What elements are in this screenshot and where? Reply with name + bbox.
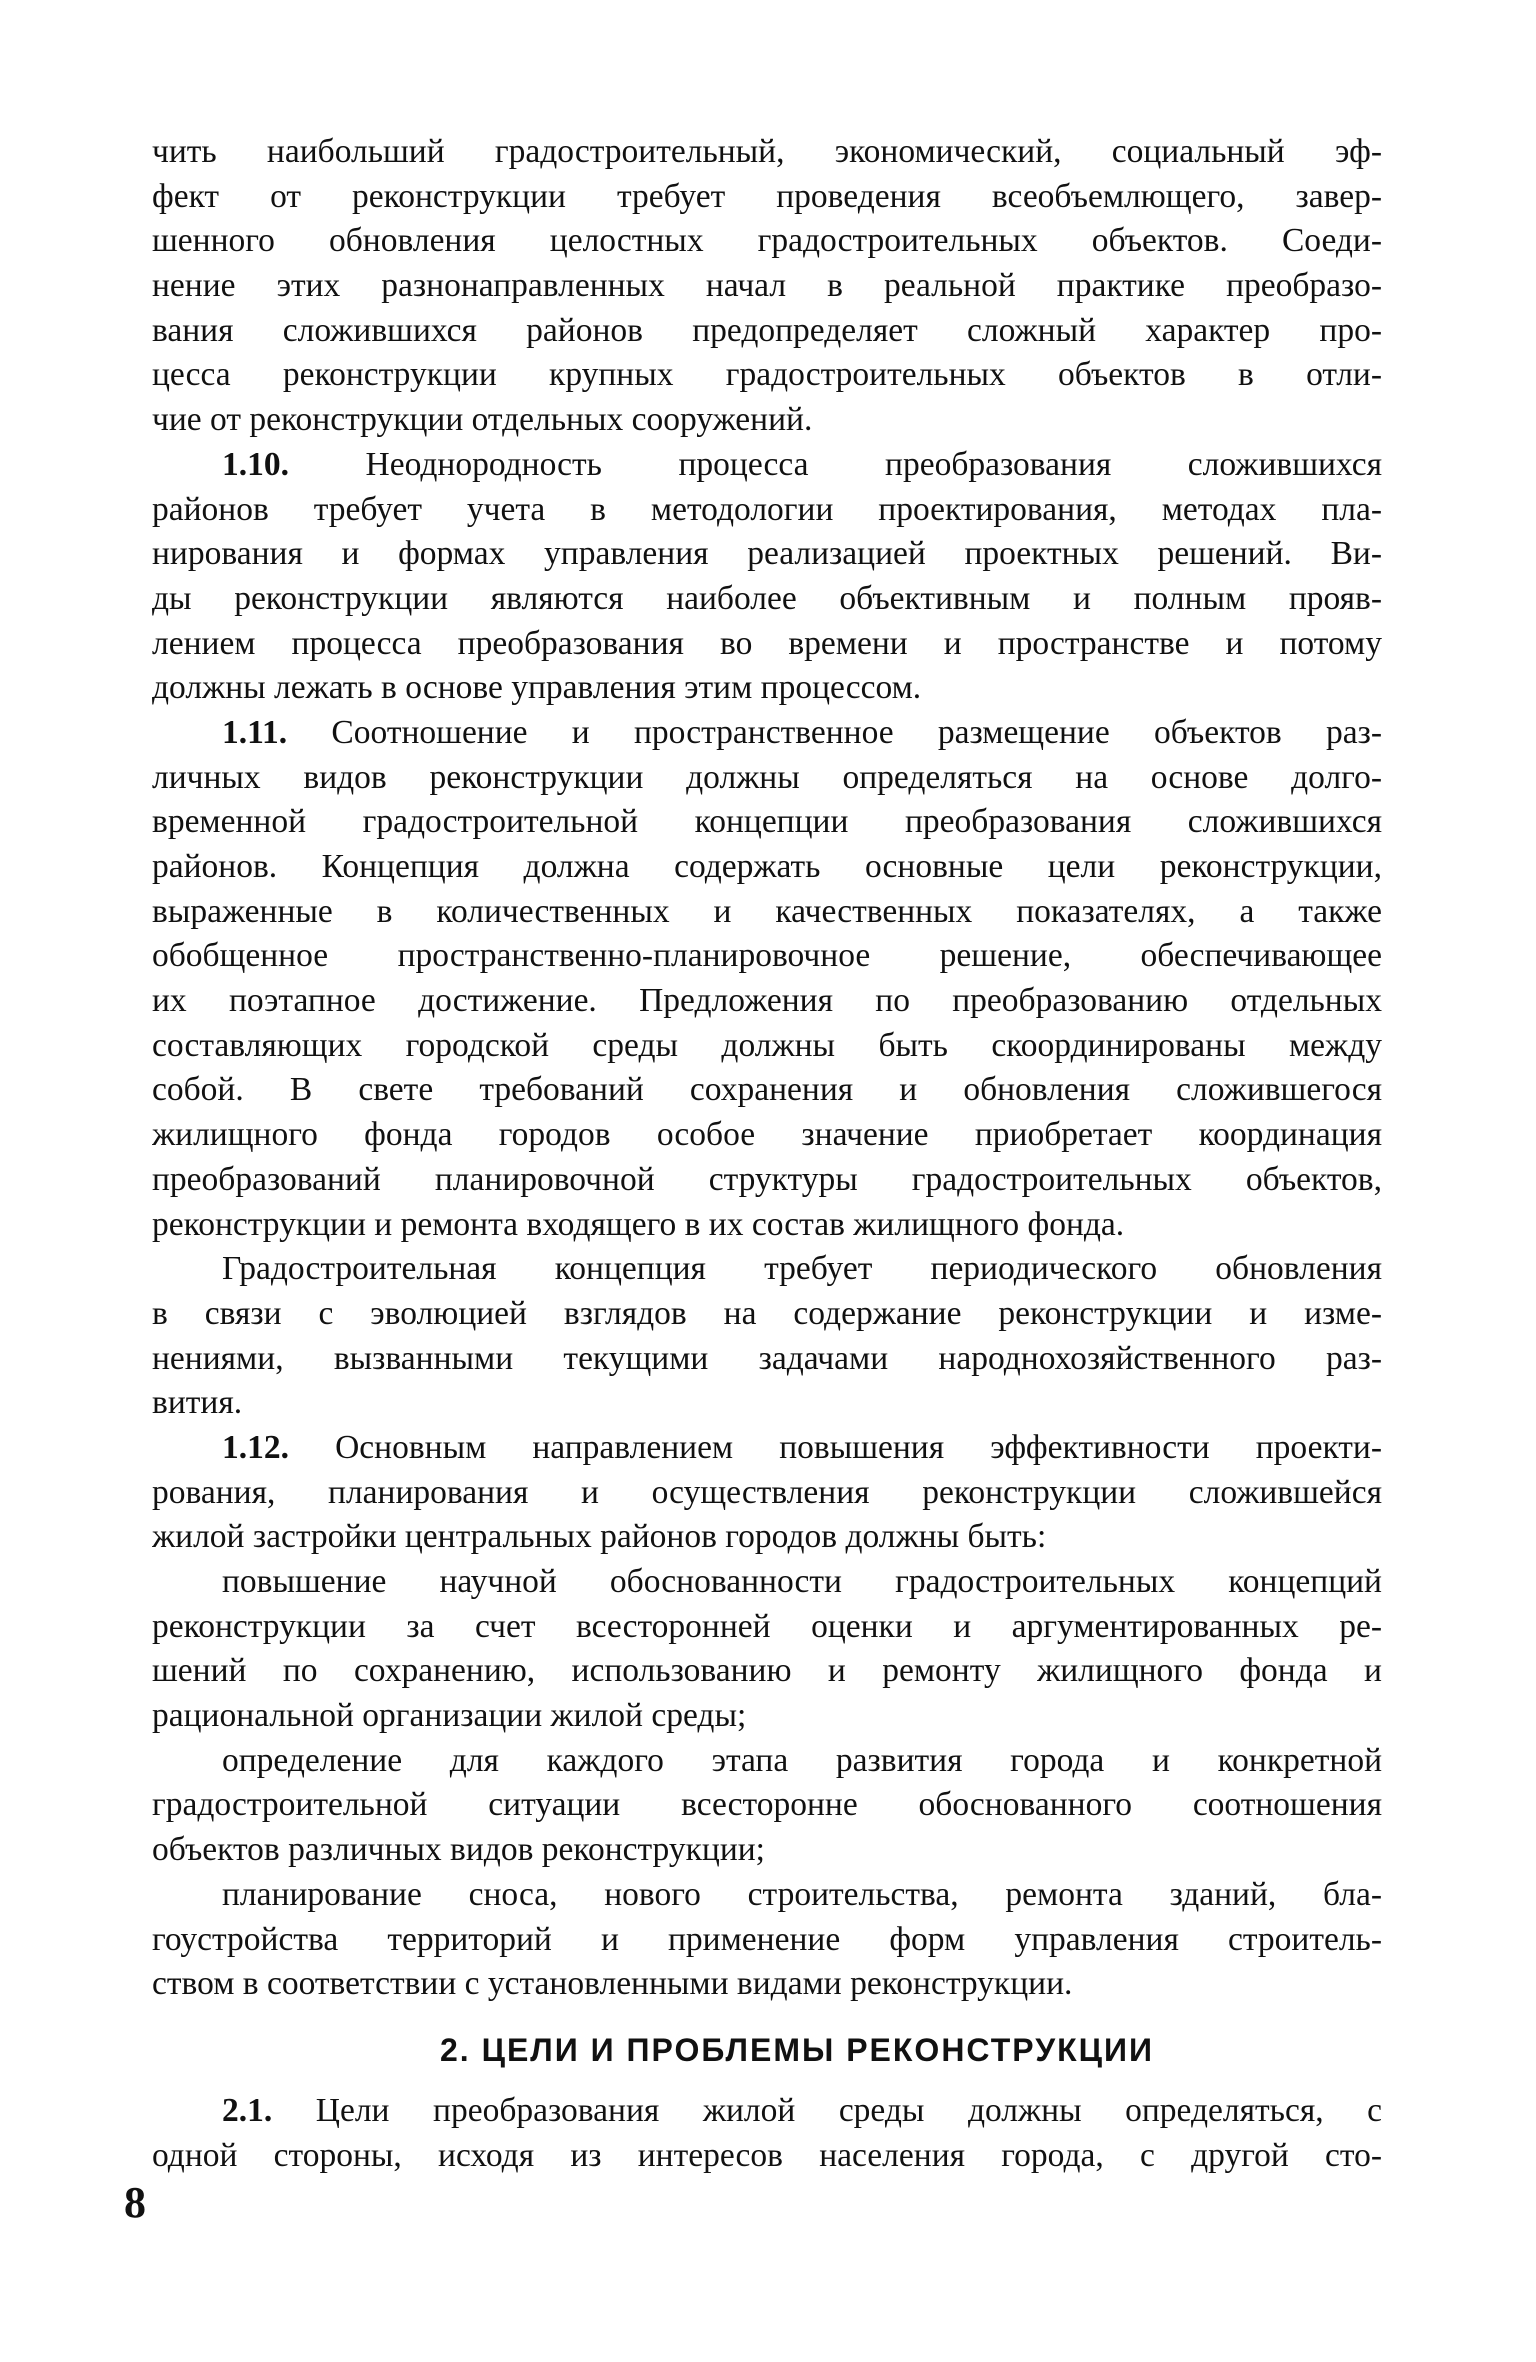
text-line	[152, 1426, 1382, 1471]
paragraph-1-12	[152, 1426, 1382, 1560]
text-line: цесса реконструкции крупных градостроительных объектов в отли-	[152, 356, 1382, 394]
text-line: нениями, вызванными текущими задачами народнохозяйственного раз-	[152, 1339, 1382, 1377]
text-line: ды реконструкции являются наиболее объективным и полным прояв-	[152, 579, 1382, 617]
text-line: реконструкции и ремонта входящего в их состав жилищного фонда.	[152, 1205, 1125, 1243]
text-line: чие от реконструкции отдельных сооружений.	[152, 401, 813, 439]
paragraph-concept	[152, 1247, 1382, 1426]
text-line: фект от реконструкции требует проведения всеобъемлющего, завер-	[152, 177, 1382, 215]
list-item	[152, 1873, 1382, 2007]
text-line	[152, 2089, 1382, 2134]
text-line: выраженные в количественных и качественных показателях, а также	[152, 892, 1382, 930]
text-line: преобразований планировочной структуры градостроительных объектов,	[152, 1160, 1382, 1198]
text-line: нирования и формах управления реализацией проектных решений. Ви-	[152, 535, 1382, 573]
text-line: временной градостроительной концепции преобразования сложившихся	[152, 803, 1382, 841]
text-line: районов. Концепция должна содержать основные цели реконструкции,	[152, 848, 1382, 885]
page-body	[152, 130, 1382, 2178]
section-heading: 2. ЦЕЛИ И ПРОБЛЕМЫ РЕКОНСТРУКЦИИ	[439, 2031, 1155, 2068]
text-line: определение для каждого этапа развития города и конкретной	[222, 1741, 1382, 1779]
paragraph-1-10	[152, 443, 1382, 711]
text-line	[152, 711, 1382, 756]
text-line: объектов различных видов реконструкции;	[152, 1831, 765, 1869]
text-line: жилищного фонда городов особое значение приобретает координация	[152, 1116, 1382, 1154]
text-line: лением процесса преобразования во времени и пространстве и потому	[152, 624, 1382, 662]
text-line: в связи с эволюцией взглядов на содержание реконструкции и изме-	[152, 1294, 1382, 1332]
text-line: рациональной организации жилой среды;	[152, 1697, 747, 1735]
text-line: одной стороны, исходя из интересов населения города, с другой сто-	[152, 2136, 1382, 2174]
text-line: жилой застройки центральных районов городов должны быть:	[152, 1518, 1047, 1556]
clause-number: 2.1.	[222, 2091, 273, 2129]
paragraph-1-11	[152, 711, 1382, 1247]
paragraph-2-1	[152, 2089, 1382, 2178]
text-line: Градостроительная концепция требует периодического обновления	[222, 1250, 1382, 1288]
clause-number: 1.12.	[222, 1428, 289, 1466]
text-line: планирование сноса, нового строительства, ремонта зданий, бла-	[222, 1875, 1382, 1913]
text-line: личных видов реконструкции должны определяться на основе долго-	[152, 758, 1382, 796]
text-line	[152, 443, 1382, 488]
text-line: рования, планирования и осуществления реконструкции сложившейся	[152, 1473, 1382, 1511]
clause-number: 1.10.	[222, 445, 289, 483]
text-line: собой. В свете требований сохранения и обновления сложившегося	[152, 1071, 1382, 1109]
clause-text: Соотношение и пространственное размещение объектов раз-	[287, 713, 1382, 751]
text-line: районов требует учета в методологии проектирования, методах пла-	[152, 490, 1382, 528]
list-item	[152, 1739, 1382, 1873]
text-line: нение этих разнонаправленных начал в реальной практике преобразо-	[152, 267, 1382, 305]
text-line: повышение научной обоснованности градостроительных концепций	[222, 1563, 1382, 1600]
paragraph-intro	[152, 130, 1382, 443]
clause-text: Основным направлением повышения эффективности проекти-	[289, 1428, 1382, 1466]
text-line: их поэтапное достижение. Предложения по преобразованию отдельных	[152, 982, 1382, 1020]
clause-text: Неоднородность процесса преобразования сложившихся	[289, 445, 1382, 483]
text-line: вания сложившихся районов предопределяет сложный характер про-	[152, 311, 1382, 349]
text-line: вития.	[152, 1384, 243, 1422]
text-line: чить наибольший градостроительный, экономический, социальный эф-	[152, 133, 1382, 170]
text-line: составляющих городской среды должны быть скоординированы между	[152, 1026, 1382, 1064]
text-line: реконструкции за счет всесторонней оценки и аргументированных ре-	[152, 1607, 1382, 1645]
text-line: ством в соответствии с установленными видами реконструкции.	[152, 1965, 1073, 2003]
clause-text: Цели преобразования жилой среды должны определяться, с	[272, 2091, 1382, 2129]
text-line: гоустройства территорий и применение форм управления строитель-	[152, 1920, 1382, 1958]
text-line: должны лежать в основе управления этим процессом.	[152, 669, 922, 707]
text-line: градостроительной ситуации всесторонне обоснованного соотношения	[152, 1786, 1382, 1824]
text-line: шенного обновления целостных градостроительных объектов. Соеди-	[152, 222, 1382, 260]
clause-number: 1.11.	[222, 713, 288, 751]
page-number: 8	[124, 2178, 146, 2227]
list-item	[152, 1560, 1382, 1739]
text-line: обобщенное пространственно-планировочное решение, обеспечивающее	[152, 937, 1382, 975]
text-line: шений по сохранению, использованию и ремонту жилищного фонда и	[152, 1652, 1382, 1690]
